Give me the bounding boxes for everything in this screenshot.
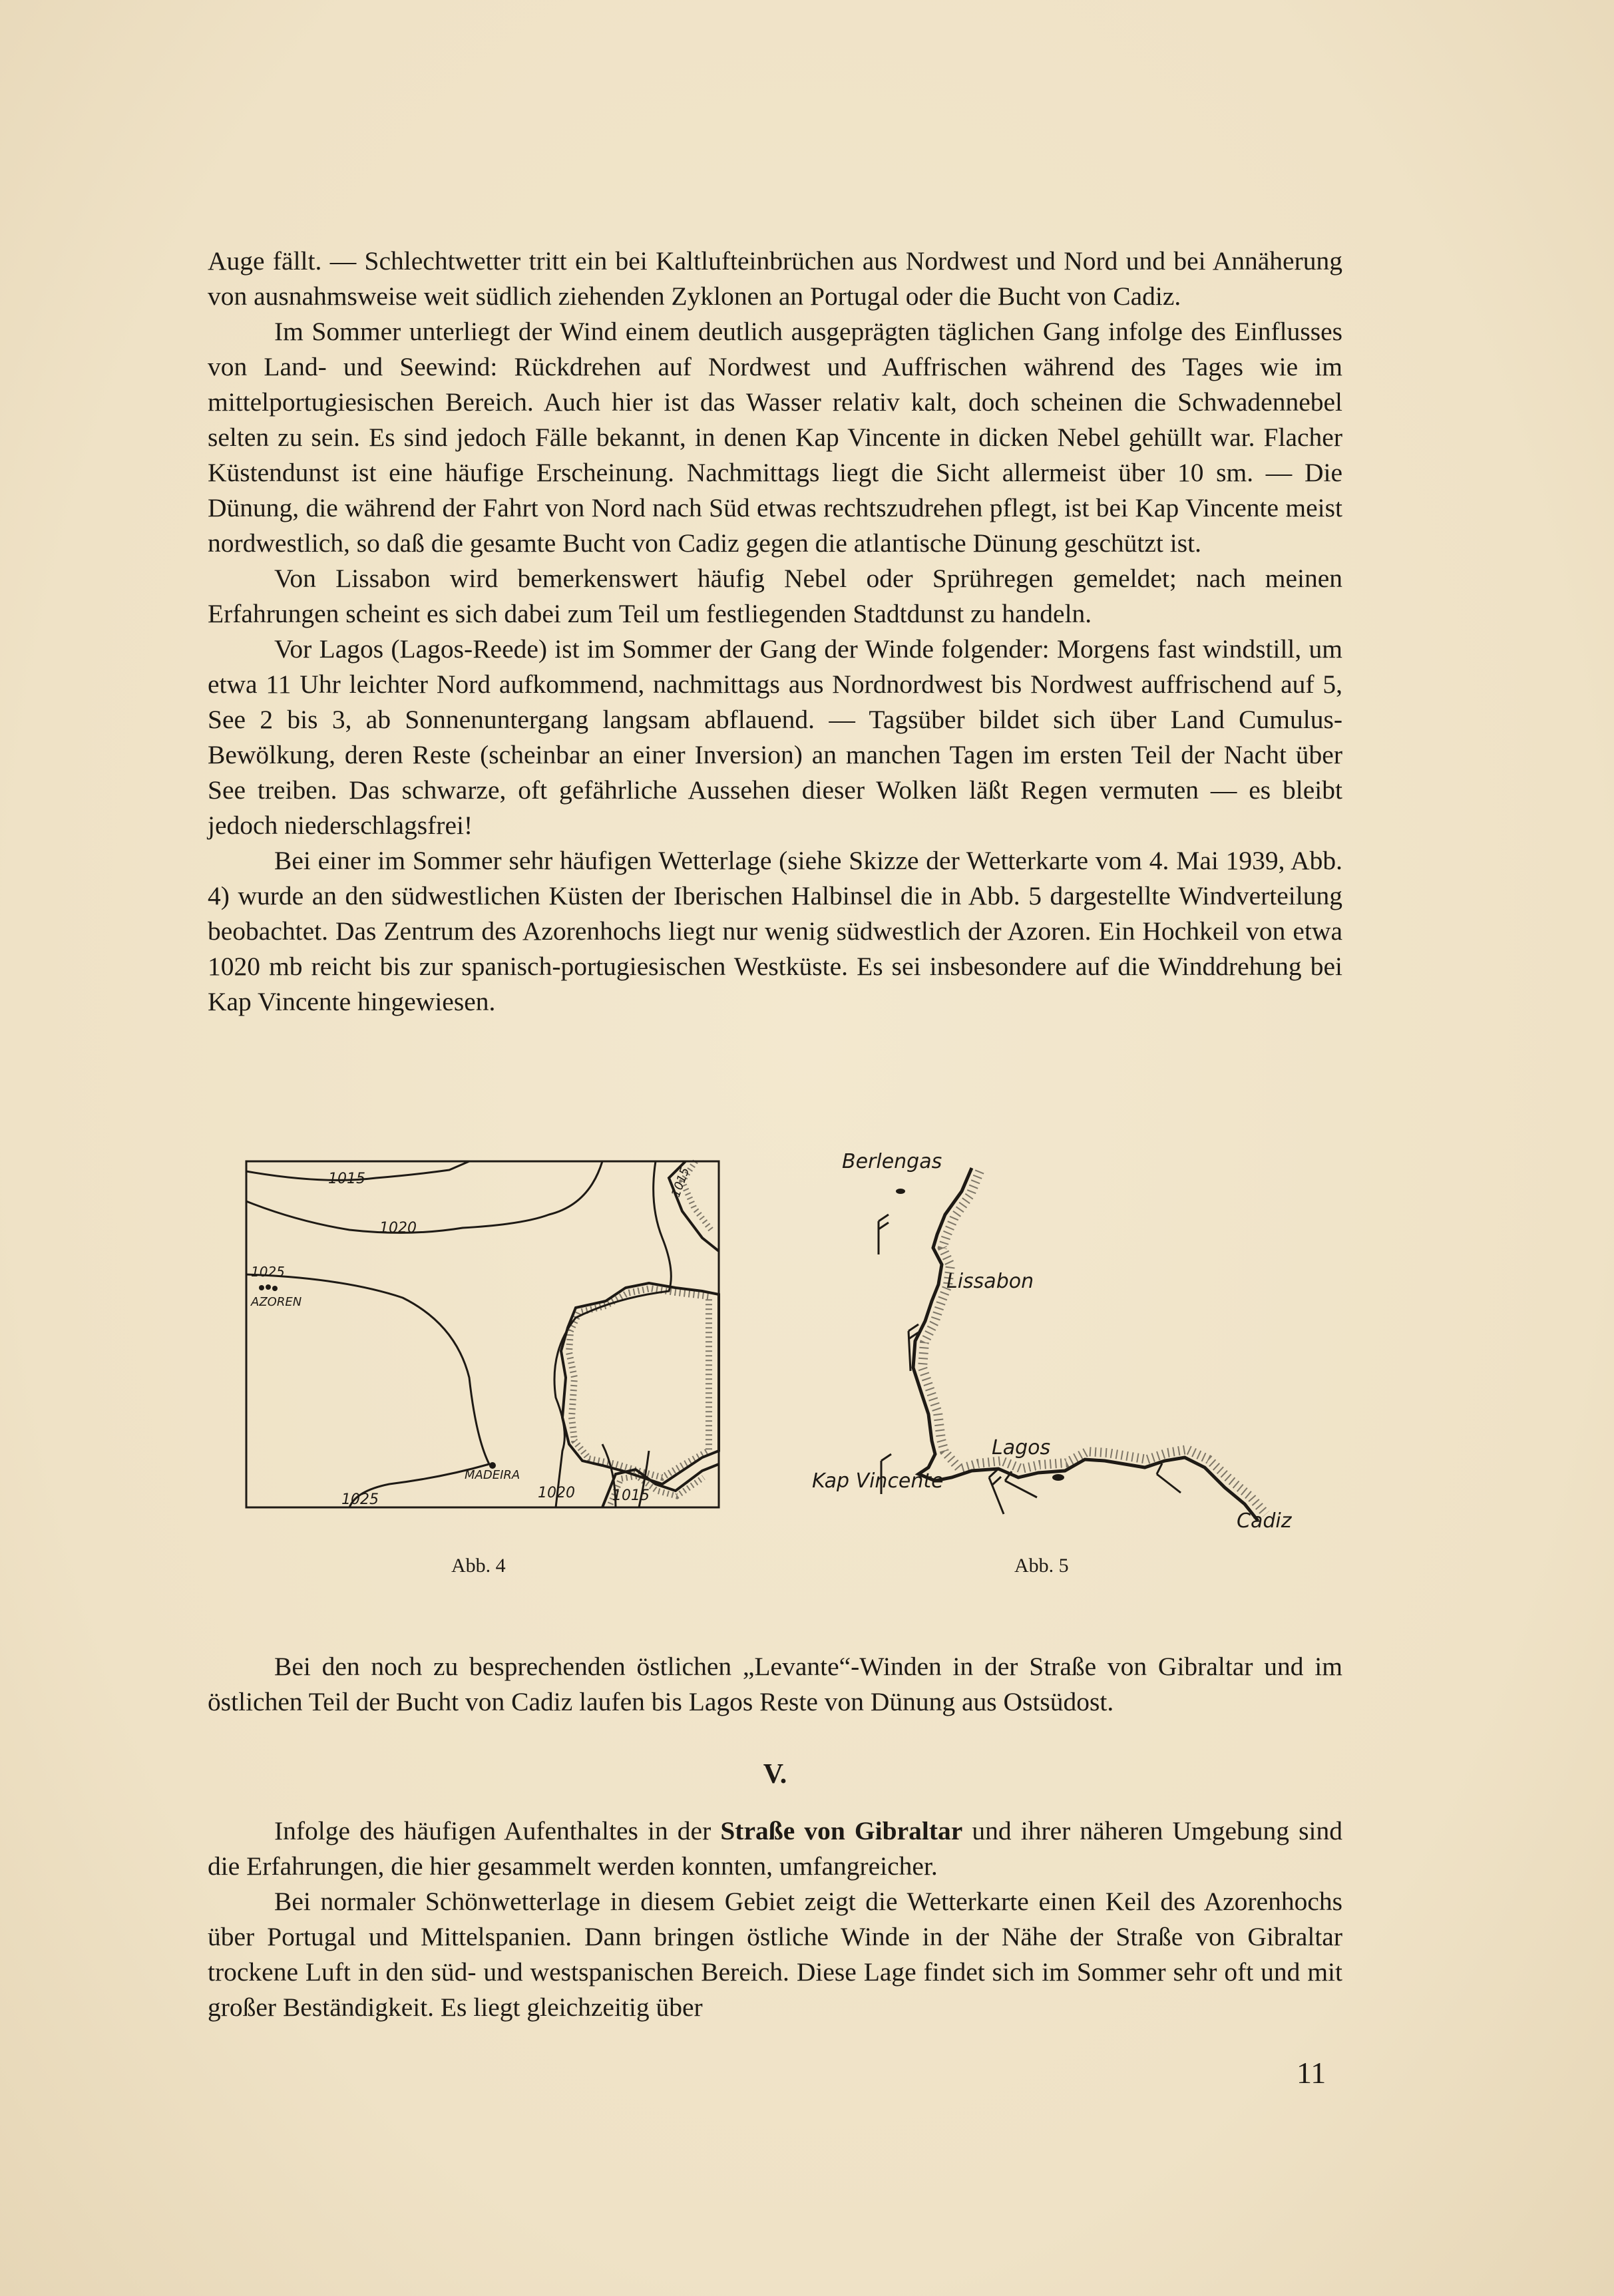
paragraph: Bei einer im Sommer sehr häufigen Wetterlage (siehe Skizze der Wetterkarte vom 4. Mai 1939, Abb. 4) wurde an den südwestlichen Küsten der Iberischen Halbinsel die in Abb. 5 dargestellte Windverteilung beobachtet. Das Zentrum des Azorenhochs liegt nur wenig südwestlich der Azoren. Ein Hochkeil von etwa 1020 mb reicht bis zur spanisch-portugiesischen Westküste. Es sei insbesondere auf die Winddrehung bei Kap Vincente hingewiesen. [208,846,1342,1016]
isobar-label: 1020 [379,1220,417,1237]
figure-caption: Abb. 5 [1014,1555,1069,1577]
cadiz-label: Cadiz [1237,1509,1292,1533]
berlengas-label: Berlengas [842,1150,942,1173]
azores-island [272,1286,278,1291]
isobar-1020 [246,1161,602,1233]
lissabon-label: Lissabon [946,1270,1034,1293]
isobar-label: 1020 [538,1485,575,1501]
coast-hatching [922,1171,1266,1514]
text-run: Infolge des häufigen Aufenthaltes in der [274,1816,721,1845]
paragraph: Auge fällt. — Schlechtwetter tritt ein bei Kaltlufteinbrüchen aus Nordwest und Nord und bei Annäherung von ausnahmsweise weit südlich ziehenden Zyklonen an Portugal oder die Bucht von Cadiz. [208,246,1342,311]
kap-vincente-label: Kap Vincente [812,1469,944,1493]
iberia-hatching [569,1288,709,1477]
isobar-1025 [246,1274,489,1507]
isobar-label: 1015 [668,1165,693,1199]
berlengas-island [896,1189,905,1194]
paragraph: Von Lissabon wird bemerkenswert häufig Nebel oder Sprühregen gemeldet; nach meinen Erfahrungen scheint es sich dabei zum Teil um festliegenden Stadtdunst zu handeln. [208,564,1342,628]
wind-distribution-figure [792,1141,1311,1551]
paragraph: Bei den noch zu besprechenden östlichen „Levante“-Winden in der Straße von Gibraltar und im östlichen Teil der Bucht von Cadiz laufen bis Lagos Reste von Dünung aus Ostsüdost. [208,1652,1342,1716]
figure-caption: Abb. 4 [451,1555,506,1577]
isobar-label: 1025 [251,1264,285,1280]
text-block-middle [208,1649,1342,1720]
isobar-label: 1015 [612,1487,650,1504]
coastline [913,1168,1258,1521]
isobar-1015-right [554,1161,671,1507]
text-block-bottom [208,1814,1342,2025]
shoal [1052,1474,1064,1481]
azores-island [259,1285,264,1290]
azores-island [266,1284,271,1290]
text-block-top [208,244,1342,1020]
azores-label: AZOREN [251,1295,302,1309]
text-run: und ihrer näheren Umgebung sind die Erfahrungen, die hier gesammelt werden konnten, umfangreicher. [208,1816,1342,1881]
weather-map-figure [243,1158,722,1511]
isobar-label: 1015 [328,1171,365,1187]
section-heading: V. [763,1759,787,1790]
madeira-label: MADEIRA [465,1468,520,1482]
paragraph: Im Sommer unterliegt der Wind einem deutlich ausgeprägten täglichen Gang infolge des Einflusses von Land- und Seewind: Rückdrehen auf Nordwest und Auffrischen während des Tages wie im mittelportugiesischen Bereich. Auch hier ist das Wasser relativ kalt, doch scheinen die Schwadennebel selten zu sein. Es sind jedoch Fälle bekannt, in denen Kap Vincente in dicken Nebel gehüllt war. Flacher Küstendunst ist eine häufige Erscheinung. Nachmittags liegt die Sicht allermeist über 10 sm. — Die Dünung, die während der Fahrt von Nord nach Süd etwas rechtszudrehen pflegt, ist bei Kap Vincente meist nordwestlich, so daß die gesamte Bucht von Cadiz gegen die atlantische Dünung geschützt ist. [208,317,1342,558]
bold-term: Straße von Gibraltar [720,1816,963,1845]
lagos-label: Lagos [992,1436,1051,1459]
paragraph [208,1814,1342,1884]
paragraph: Bei normaler Schönwetterlage in diesem Gebiet zeigt die Wetterkarte einen Keil des Azorenhochs über Portugal und Mittelspanien. Dann bringen östliche Winde in der Nähe der Straße von Gibraltar trockene Luft in den süd- und westspanischen Bereich. Diese Lage findet sich im Sommer sehr oft und mit großer Beständigkeit. Es liegt gleichzeitig über [208,1887,1342,2022]
paragraph: Vor Lagos (Lagos-Reede) ist im Sommer der Gang der Winde folgender: Morgens fast windstill, um etwa 11 Uhr leichter Nord aufkommend, nachmittags aus Nordnordwest bis Nordwest auffrischend auf 5, See 2 bis 3, ab Sonnenuntergang langsam abflauend. — Tagsüber bildet sich über Land Cumulus-Bewölkung, deren Reste (scheinbar an einer Inversion) an manchen Tagen im ersten Teil der Nacht über See treiben. Das schwarze, oft gefährliche Aussehen dieser Wolken läßt Regen vermuten — es bleibt jedoch niederschlagsfrei! [208,634,1342,840]
page-number: 11 [1297,2056,1326,2090]
isobar-label: 1025 [341,1491,379,1508]
